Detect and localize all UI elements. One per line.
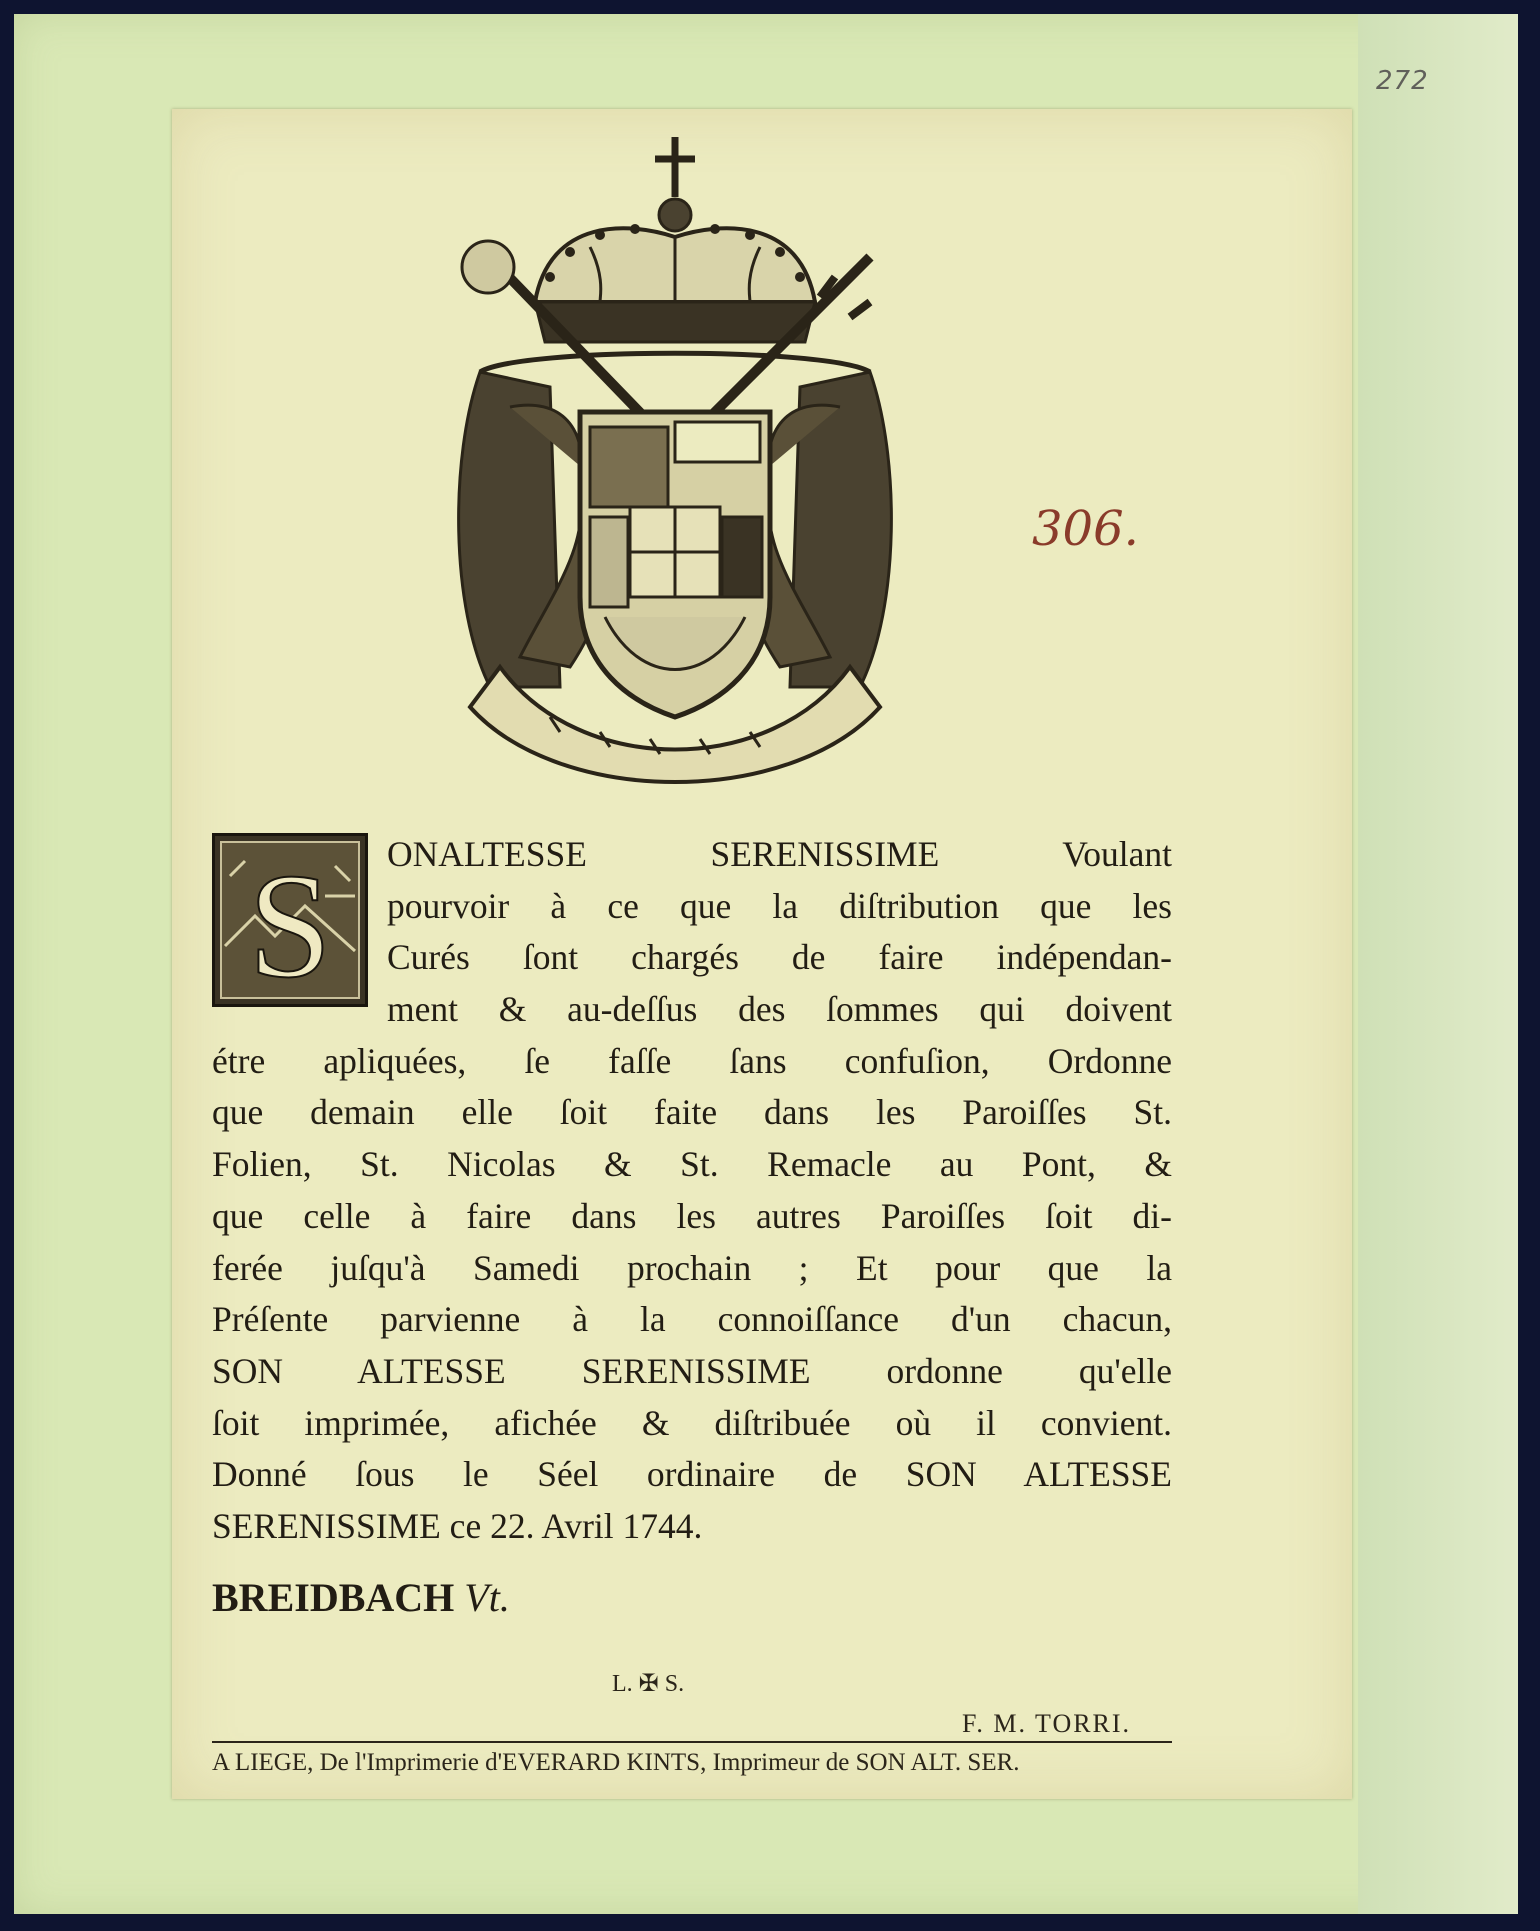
printer-imprint: A LIEGE, De l'Imprimerie d'EVERARD KINTS, Imprimeur de SON ALT. SER.	[212, 1749, 1020, 1776]
body-line: Préſente parvienne à la connoiſſance d'un chacun,	[212, 1299, 1172, 1340]
signature-name: BREIDBACH	[212, 1575, 455, 1620]
signature-breidbach	[212, 1574, 510, 1621]
body-line: ferée juſqu'à Samedi prochain ; Et pour que la	[212, 1247, 1172, 1288]
heading-line: pourvoir à ce que la diſtribution que les	[387, 885, 1172, 926]
archive-folio-number: 272	[1376, 66, 1429, 96]
heading-line: ment & au-deſſus des ſommes qui doivent	[387, 989, 1172, 1030]
printed-ordinance-sheet	[172, 109, 1352, 1799]
body-line: étre apliquées, ſe faſſe ſans confuſion, Ordonne	[212, 1040, 1172, 1081]
body-line: que celle à faire dans les autres Paroiſſes ſoit di-	[212, 1195, 1172, 1236]
body-line: Folien, St. Nicolas & St. Remacle au Pont, &	[212, 1144, 1172, 1185]
coat-of-arms-engraving	[440, 127, 910, 807]
handwritten-folio-number: 306.	[1032, 501, 1139, 557]
body-line: ſoit imprimée, afichée & diſtribuée où il convient.	[212, 1402, 1172, 1443]
imprint-divider	[212, 1741, 1172, 1743]
signature-suffix: Vt.	[464, 1575, 510, 1620]
svg-text:S: S	[248, 843, 332, 1004]
archive-mount	[14, 14, 1504, 1914]
body-line: que demain elle ſoit faite dans les Paroiſſes St.	[212, 1092, 1172, 1133]
ordinance-text	[212, 829, 1172, 1553]
locus-sigilli-mark: L. ✠ S.	[612, 1671, 685, 1697]
heading-line: Curés ſont chargés de faire indépendan-	[387, 937, 1172, 978]
mount-edge	[1358, 14, 1518, 1914]
body-line: Donné ſous le Séel ordinaire de SON ALTESSE	[212, 1454, 1172, 1495]
secretary-signature: F. M. TORRI.	[962, 1709, 1132, 1738]
heading-line: ONALTESSE SERENISSIME Voulant	[387, 834, 1172, 874]
body-line-last: SERENISSIME ce 22. Avril 1744.	[212, 1505, 703, 1546]
body-line: SON ALTESSE SERENISSIME ordonne qu'elle	[212, 1350, 1172, 1391]
